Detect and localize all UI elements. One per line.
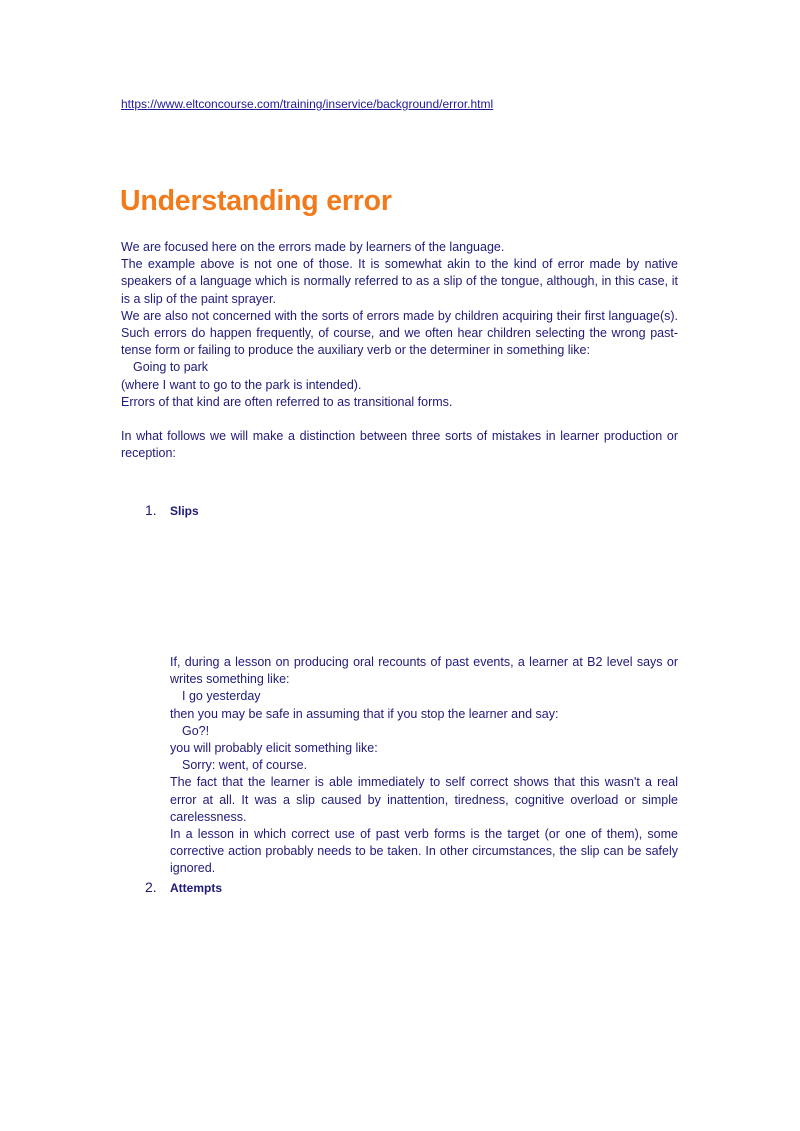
intro-paragraph: We are also not concerned with the sorts of errors made by children acquiring their first language(s). Such errors do happen frequently, of course, and we often hear children selecting the wrong past-tense form or failing to produce the auxiliary verb or the determiner in something like:: [121, 308, 678, 358]
slips-paragraph: If, during a lesson on producing oral recounts of past events, a learner at B2 level says or writes something like:: [170, 655, 678, 687]
paragraph-gap: [121, 411, 678, 428]
intro-paragraph: In what follows we will make a distinction between three sorts of mistakes in learner production or reception:: [121, 429, 678, 461]
slips-example: I go yesterday: [182, 689, 261, 704]
page-title: Understanding error: [120, 185, 392, 217]
list-number-2: 2.: [145, 879, 157, 895]
slips-section: [170, 654, 678, 878]
slips-paragraph: then you may be safe in assuming that if you stop the learner and say:: [170, 706, 559, 721]
intro-paragraph: (where I want to go to the park is intended).: [121, 377, 362, 392]
list-heading-attempts: Attempts: [170, 881, 223, 895]
slips-example: Sorry: went, of course.: [182, 758, 308, 773]
intro-paragraph: Errors of that kind are often referred to as transitional forms.: [121, 394, 453, 409]
slips-paragraph: The fact that the learner is able immediately to self correct shows that this wasn't a real error at all. It was a slip caused by inattention, tiredness, cognitive overload or simple carelessness.: [170, 775, 678, 824]
slips-example: Go?!: [182, 723, 210, 738]
intro-section: [121, 239, 678, 463]
intro-paragraph: The example above is not one of those. It is somewhat akin to the kind of error made by native speakers of a language which is normally referred to as a slip of the tongue, although, in this case, it is a slip of the paint sprayer.: [121, 257, 678, 306]
slips-paragraph: In a lesson in which correct use of past verb forms is the target (or one of them), some corrective action probably needs to be taken. In other circumstances, the slip can be safely ignored.: [170, 827, 678, 876]
source-url-link[interactable]: https://www.eltconcourse.com/training/inservice/background/error.html: [121, 97, 494, 111]
list-number-1: 1.: [145, 502, 157, 518]
intro-example: Going to park: [133, 360, 209, 375]
list-heading-slips: Slips: [170, 504, 199, 518]
slips-paragraph: you will probably elicit something like:: [170, 741, 378, 756]
intro-paragraph: We are focused here on the errors made by learners of the language.: [121, 240, 505, 254]
